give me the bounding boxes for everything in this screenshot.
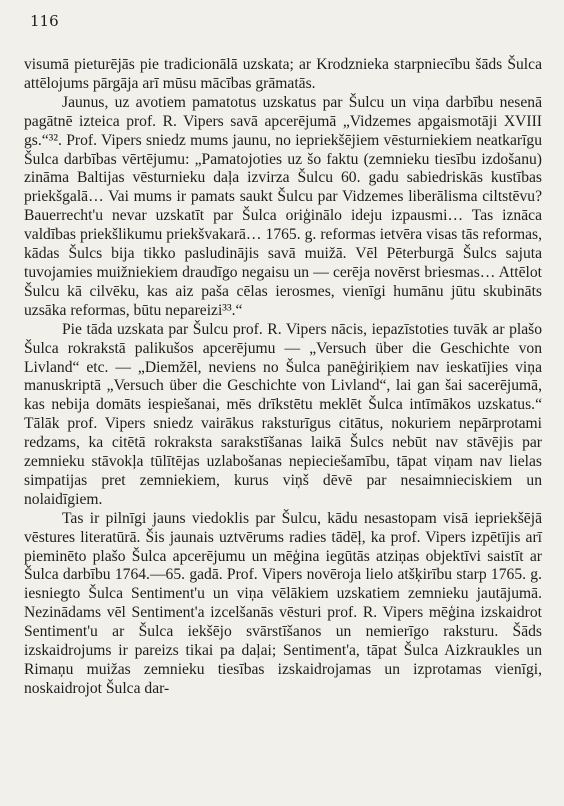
paragraph-1: visumā pieturējās pie tradicionālā uzskata; ar Krodznieka starpniecību šāds Šulca attēlojums pārgāja arī mūsu mācības grāmatās.	[24, 56, 542, 92]
paragraph-2: Jaunus, uz avotiem pamatotus uzskatus par Šulcu un viņa darbību nesenā pagātnē izteica prof. R. Vipers savā apcerējumā „Vidzemes apgaismotāji XVIII gs.“³². Prof. Vipers sniedz mums jaunu, no iepriekšējiem vēsturniekiem neatkarīgu Šulca darbības vērtējumu: „Pamatojoties uz šo faktu (zemnieku tiesību izdošanu) zināma Baltijas vēsturnieku daļa izvirza Šulcu 60. gadu sabiedriskās kustības priekšgalā… Vai mums ir pamats saukt Šulcu par Vidzemes liberālisma ciltstēvu? Bauerrecht'u nevar uzskatīt par Šulca oriģinālo ideju izpausmi… Tas iznāca valdības priekšlikumu priekšvakarā… 1765. g. reformas ietvēra visas tās reformas, kādas Šulcs bija tikko pasludinājis savā muižā. Vēl Pēterburgā Šulcs sajuta tuvojamies muižniekiem draudīgo negaisu un — cerēja novērst briesmas… Attēlot Šulcu kā cilvēku, kas aiz paša cēlas ierosmes, vienīgi humānu jūtu skubināts uzsāka reformas, būtu nepareizi³³.“	[24, 93, 542, 319]
paragraph-3: Pie tāda uzskata par Šulcu prof. R. Vipers nācis, iepazīstoties tuvāk ar plašo Šulca rokrakstā palikušos apcerējumu — „Versuch über die Geschichte von Livland“ etc. — „Diemžēl, neviens no Šulca panēģiriķiem nav ieskatījies viņa manuskriptā „Versuch über die Geschichte von Livland“, lai gan šai sacerējumā, kas nebija domāts iespiešanai, mēs drīkstētu meklēt Šulca intīmākos uzskatus.“ Tālāk prof. Vipers sniedz vairākus raksturīgus citātus, nokuriem nepārprotami redzams, ka citētā rokraksta sarakstīšanas laikā Šulcs nebūt nav stāvējis par zemnieku stāvokļa tūlītējas uzlabošanas nepieciešamību, tāpat viņam nav lielas simpatijas pret zemniekiem, kurus viņš dēvē par nesaimnieciskiem un nolaidīgiem.	[24, 320, 542, 508]
body-text	[24, 56, 542, 699]
paragraph-4: Tas ir pilnīgi jauns viedoklis par Šulcu, kādu nesastopam visā iepriekšējā vēstures literatūrā. Šis jaunais uztvērums radies tādēļ, ka prof. Vipers izpētījis arī pieminēto plašo Šulca apcerējumu un mēģina iegūtās atziņas objektīvi saistīt ar Šulca darbību 1764.—65. gadā. Prof. Vipers novēroja lielo atšķirību starp 1765. g. iesniegto Šulca Sentiment'u un viņa vēlākiem uzskatiem zemnieku jautājumā. Nezinādams vēl Sentiment'a izcelšanās vēsturi prof. R. Vipers mēģina izskaidrot Sentiment'u ar Šulca iekšējo svārstīšanos un nemierīgo raksturu. Šāds izskaidrojums ir pareizs tikai pa daļai; Sentiment'a, tāpat Šulca Aizkraukles un Rimaņu muižas zemnieku tiesības izskaidrojamas un izprotamas vienīgi, noskaidrojot Šulca dar-	[24, 509, 542, 697]
page-number: 116	[30, 12, 59, 30]
